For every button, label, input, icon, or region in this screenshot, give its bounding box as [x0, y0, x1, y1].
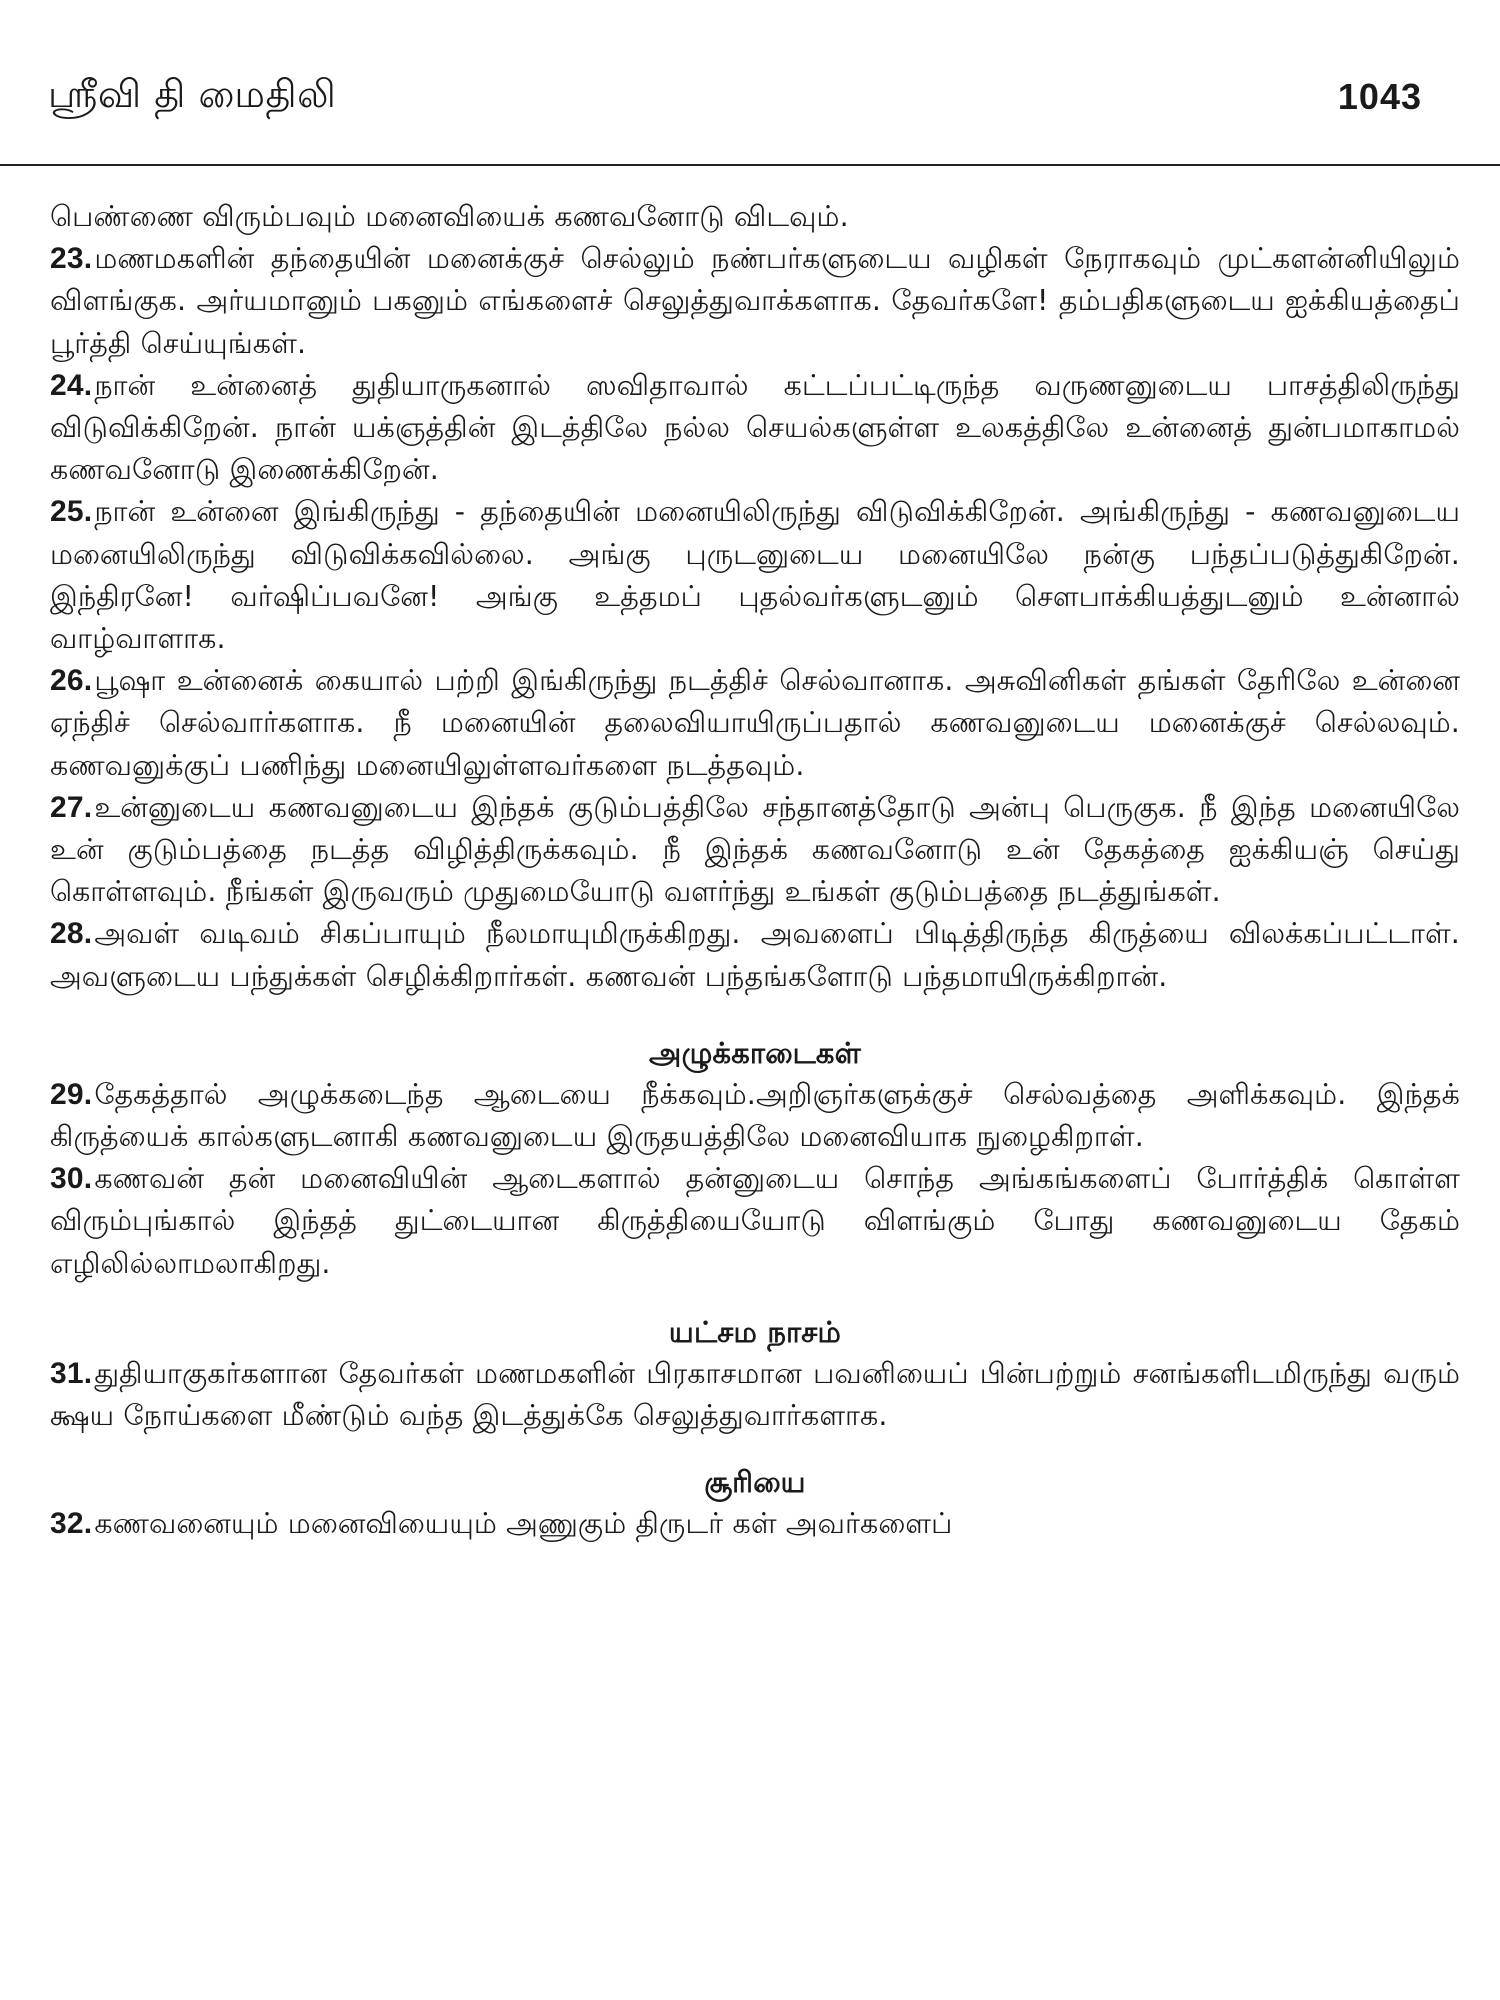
verse-32: [50, 1503, 1460, 1545]
verse-number: 23.: [50, 242, 93, 276]
section-heading-1: அழுக்காடைகள்: [648, 1035, 862, 1070]
section-spacer: [50, 998, 1460, 1032]
verse-29: [50, 1074, 1460, 1158]
verse-25: [50, 491, 1460, 660]
verse-number: 32.: [50, 1507, 93, 1541]
verse-23: [50, 238, 1460, 365]
verse-text: கணவன் தன் மனைவியின் ஆடைகளால் தன்னுடைய சொந்த அங்கங்களைப் போர்த்திக் கொள்ள விரும்புங்கால் இந்தத் துட்டையான கிருத்தியையோடு விளங்கும் போது கணவனுடைய தேகம் எழிலில்லாமலாகிறது.: [50, 1162, 1460, 1280]
section-heading-2: யட்சம நாசம்: [668, 1314, 842, 1349]
section-spacer: [50, 1285, 1460, 1311]
section-heading-3: சூரியை: [704, 1465, 806, 1500]
running-title: ஸ்ரீவி தி மைதிலி: [48, 72, 337, 116]
verse-text: கணவனையும் மனைவியையும் அணுகும் திருடர் கள் அவர்களைப்: [94, 1507, 953, 1541]
verse-number: 27.: [50, 790, 93, 824]
verse-text: பூஷா உன்னைக் கையால் பற்றி இங்கிருந்து நடத்திச் செல்வானாக. அசுவினிகள் தங்கள் தேரிலே உன்னை ஏந்திச் செல்வார்களாக. நீ மனையின் தலைவியாயிருப்பதால் கணவனுடைய மனைக்குச் செல்லவும். கணவனுக்குப் பணிந்து மனையிலுள்ளவர்களை நடத்தவும்.: [50, 664, 1460, 782]
verse-text: தேகத்தால் அழுக்கடைந்த ஆடையை நீக்கவும்.அறிஞர்களுக்குச் செல்வத்தை அளிக்கவும். இந்தக் கிருத்யைக் கால்களுடனாகி கணவனுடைய இருதயத்திலே மனைவியாக நுழைகிறாள்.: [50, 1077, 1460, 1154]
verse-text: மணமகளின் தந்தையின் மனைக்குச் செல்லும் நண்பர்களுடைய வழிகள் நேராகவும் முட்களன்னியிலும் விளங்குக. அர்யமானும் பகனும் எங்களைச் செலுத்துவாக்களாக. தேவர்களே! தம்பதிகளுடைய ஐக்கியத்தைப் பூர்த்தி செய்யுங்கள்.: [50, 242, 1460, 360]
page-header: [0, 0, 1500, 168]
verse-27: [50, 787, 1460, 914]
verse-number: 24.: [50, 368, 93, 402]
verse-30: [50, 1158, 1460, 1285]
verse-number: 30.: [50, 1162, 93, 1196]
verse-number: 29.: [50, 1077, 93, 1111]
verse-number: 26.: [50, 664, 93, 698]
verse-31: [50, 1353, 1460, 1437]
section-spacer: [50, 1437, 1460, 1461]
verse-28: [50, 913, 1460, 997]
verse-text: அவள் வடிவம் சிகப்பாயும் நீலமாயுமிருக்கிறது. அவளைப் பிடித்திருந்த கிருத்யை விலக்கப்பட்டாள். அவளுடைய பந்துக்கள் செழிக்கிறார்கள். கணவன் பந்தங்களோடு பந்தமாயிருக்கிறான்.: [50, 917, 1460, 993]
verse-26: [50, 660, 1460, 787]
header-divider: [0, 164, 1500, 166]
verse-text: நான் உன்னை இங்கிருந்து - தந்தையின் மனையிலிருந்து விடுவிக்கிறேன். அங்கிருந்து - கணவனுடைய மனையிலிருந்து விடுவிக்கவில்லை. அங்கு புருடனுடைய மனையிலே நன்கு பந்தப்படுத்துகிறேன். இந்திரனே! வர்ஷிப்பவனே! அங்கு உத்தமப் புதல்வர்களுடனும் சௌபாக்கியத்துடனும் உன்னால் வாழ்வாளாக.: [50, 495, 1460, 656]
verse-text: உன்னுடைய கணவனுடைய இந்தக் குடும்பத்திலே சந்தானத்தோடு அன்பு பெருகுக. நீ இந்த மனையிலே உன் குடும்பத்தை நடத்த விழித்திருக்கவும். நீ இந்தக் கணவனோடு உன் தேகத்தை ஐக்கியஞ் செய்து கொள்ளவும். நீங்கள் இருவரும் முதுமையோடு வளர்ந்து உங்கள் குடும்பத்தை நடத்துங்கள்.: [50, 790, 1460, 909]
verse-text: துதியாகுகர்களான தேவர்கள் மணமகளின் பிரகாசமான பவனியைப் பின்பற்றும் சனங்களிடமிருந்து வரும் க்ஷய நோய்களை மீண்டும் வந்த இடத்துக்கே செலுத்துவார்களாக.: [50, 1356, 1460, 1433]
verse-text: நான் உன்னைத் துதியாருகனால் ஸவிதாவால் கட்டப்பட்டிருந்த வருணனுடைய பாசத்திலிருந்து விடுவிக்கிறேன். நான் யக்ஞத்தின் இடத்திலே நல்ல செயல்களுள்ள உலகத்திலே உன்னைத் துன்பமாகாமல் கணவனோடு இணைக்கிறேன்.: [50, 368, 1460, 487]
continuation-paragraph: பெண்ணை விரும்பவும் மனைவியைக் கணவனோடு விடவும்.: [50, 200, 849, 233]
verse-number: 25.: [50, 495, 93, 529]
verse-number: 28.: [50, 917, 93, 951]
verse-number: 31.: [50, 1356, 93, 1390]
verse-24: [50, 365, 1460, 492]
page-number: 1043: [1337, 76, 1422, 117]
page-body: [50, 196, 1460, 1545]
